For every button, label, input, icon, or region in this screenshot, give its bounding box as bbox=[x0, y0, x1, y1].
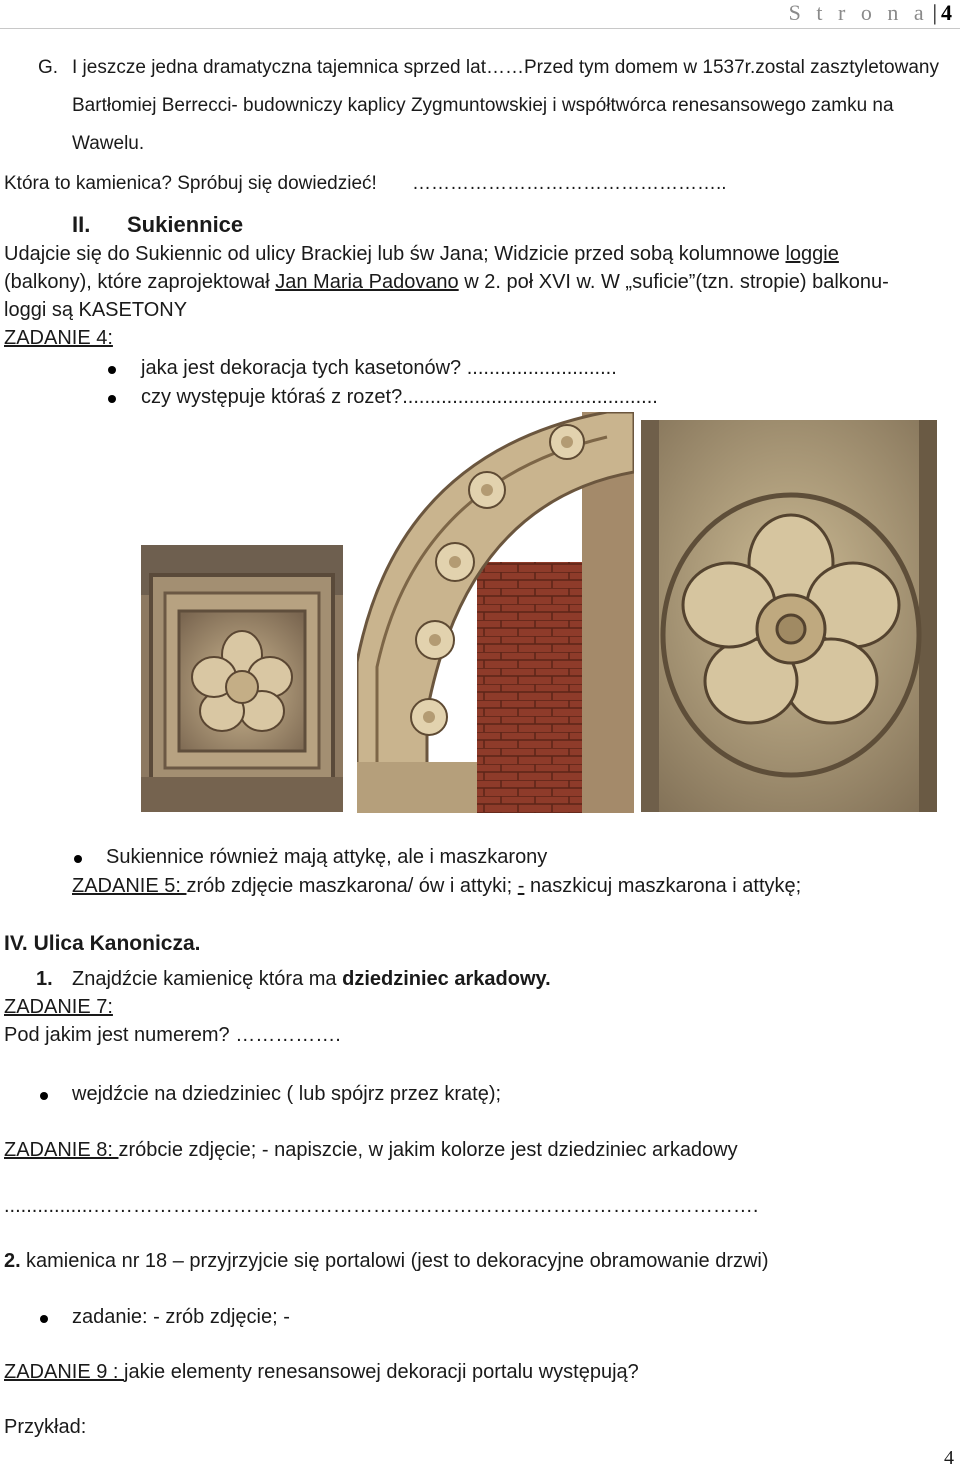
arch-rosettes-photo bbox=[357, 412, 634, 813]
task-4-label: ZADANIE 4: bbox=[4, 327, 113, 349]
section-iv-item1: Znajdźcie kamienicę która ma dziedziniec arkadowy. bbox=[72, 968, 551, 990]
bullet-icon bbox=[108, 366, 116, 374]
section-g-question: Która to kamienica? Spróbuj się dowiedzieć! bbox=[4, 173, 377, 194]
section-iv-title: IV. Ulica Kanonicza. bbox=[4, 932, 201, 955]
sukiennice-attyka-bullet: Sukiennice również mają attykę, ale i maszkarony bbox=[106, 846, 548, 868]
header-rule bbox=[0, 28, 960, 29]
section-iv-item2-number: 2. bbox=[4, 1250, 21, 1272]
portal-bullet: zadanie: - zrób zdjęcie; - bbox=[72, 1306, 290, 1328]
answer-dots-line: ................………………………………………………………………………………………. bbox=[4, 1195, 759, 1217]
task-8-label: ZADANIE 8: bbox=[4, 1139, 119, 1161]
task-4-bullet-1: jaka jest dekoracja tych kasetonów? ........................... bbox=[141, 357, 617, 379]
section-iv-item2: kamienica nr 18 – przyjrzyjcie się portalowi (jest to dekoracyjne obramowanie drzwi) bbox=[26, 1250, 769, 1272]
section-g-line2: Bartłomiej Berrecci- budowniczy kaplicy Zygmuntowskiej i współtwórca renesansowego zamku na bbox=[72, 95, 894, 116]
task-9-label: ZADANIE 9 : bbox=[4, 1361, 125, 1383]
footer-page-number: 4 bbox=[944, 1447, 954, 1469]
section-ii-paragraph-line1: Udajcie się do Sukiennic od ulicy Brackiej lub św Jana; Widzicie przed sobą kolumnowe loggie bbox=[4, 243, 839, 265]
section-ii-title: Sukiennice bbox=[127, 212, 244, 237]
section-g-marker: G. bbox=[38, 57, 59, 78]
page-header bbox=[789, 0, 952, 26]
section-g-answer-dots: ………………………………………….. bbox=[412, 173, 727, 194]
task-7-question: Pod jakim jest numerem? ……………. bbox=[4, 1024, 341, 1046]
section-ii-paragraph-line2: (balkony), które zaprojektował Jan Maria Padovano w 2. poł XVI w. W „suficie”(tzn. stropie) balkonu- bbox=[4, 271, 889, 293]
loggie-link: loggie bbox=[785, 243, 839, 265]
header-separator: | bbox=[932, 0, 937, 25]
header-page-number: 4 bbox=[941, 0, 952, 25]
task-9-line: ZADANIE 9 : jakie elementy renesansowej dekoracji portalu występują? bbox=[4, 1361, 639, 1383]
header-word: S t r o n a bbox=[788, 0, 929, 25]
padovano-link: Jan Maria Padovano bbox=[275, 271, 459, 293]
bullet-icon bbox=[40, 1092, 48, 1100]
section-g-line1: I jeszcze jedna dramatyczna tajemnica sprzed lat……Przed tym domem w 1537r.zostal zasztyletowany bbox=[72, 57, 939, 78]
bullet-icon bbox=[40, 1315, 48, 1323]
section-ii-numeral: II. bbox=[72, 212, 91, 237]
courtyard-bullet: wejdźcie na dziedziniec ( lub spójrz przez kratę); bbox=[72, 1083, 502, 1105]
task-4-bullet-2: czy występuje któraś z rozet?.............................................. bbox=[141, 386, 658, 408]
bullet-icon bbox=[108, 395, 116, 403]
example-label: Przykład: bbox=[4, 1416, 87, 1438]
task-7-label: ZADANIE 7: bbox=[4, 996, 113, 1018]
coffer-rosette-photo bbox=[141, 545, 343, 812]
task-8-line: ZADANIE 8: zróbcie zdjęcie; - napiszcie, w jakim kolorze jest dziedziniec arkadowy bbox=[4, 1139, 738, 1161]
task-5-line: ZADANIE 5: zrób zdjęcie maszkarona/ ów i attyki; - naszkicuj maszkarona i attykę; bbox=[72, 875, 802, 897]
section-g-line3: Wawelu. bbox=[72, 133, 145, 154]
task-5-label: ZADANIE 5: bbox=[72, 875, 187, 897]
section-ii-paragraph-line3: loggi są KASETONY bbox=[4, 299, 188, 321]
section-iv-item1-number: 1. bbox=[36, 968, 53, 990]
bullet-icon bbox=[74, 855, 82, 863]
stone-rosette-photo bbox=[641, 420, 937, 812]
